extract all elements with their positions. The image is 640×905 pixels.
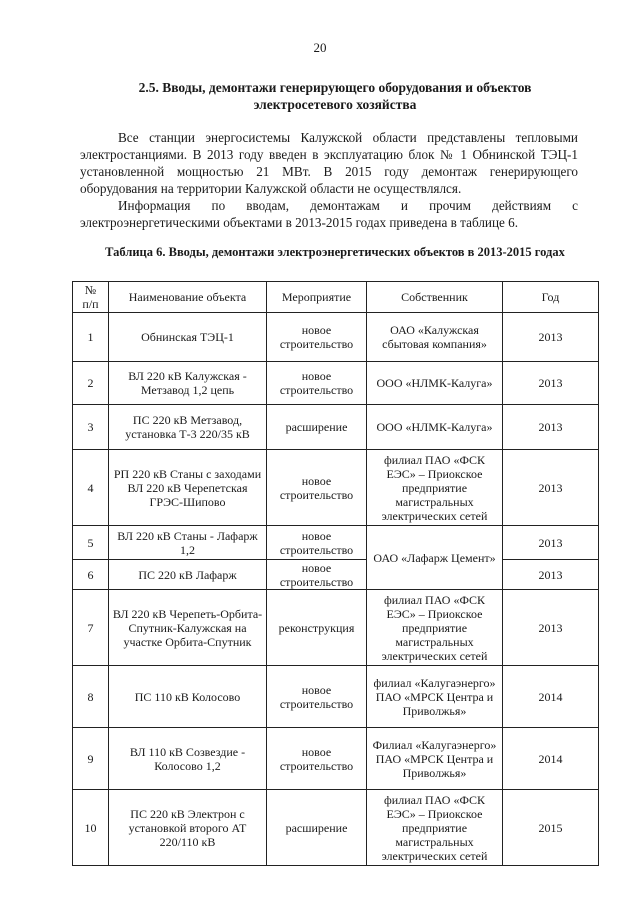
table-row [73, 560, 599, 590]
cell-year: 2015 [503, 790, 599, 866]
section-title [80, 79, 590, 113]
paragraph-stations: Все станции энергосистемы Калужской области представлены тепловыми электростанциями. В 2013 году введен в эксплуатацию блок № 1 Обнинской ТЭЦ-1 установленной мощностью 21 МВт. В 2015 году демонтаж генерирующего оборудования на территории Калужской области не осуществлялся. [80, 130, 578, 196]
cell-action: реконструкция [267, 590, 367, 666]
cell-object-name: ВЛ 220 кВ Черепеть-Орбита-Спутник-Калужская на участке Орбита-Спутник [109, 590, 267, 666]
page-number: 20 [313, 40, 327, 55]
cell-object-name: ВЛ 220 кВ Калужская - Метзавод 1,2 цепь [109, 362, 267, 405]
cell-number: 3 [73, 405, 109, 450]
cell-number: 7 [73, 590, 109, 666]
cell-owner: филиал «Калугаэнерго» ПАО «МРСК Центра и Приволжья» [367, 666, 503, 728]
cell-number: 8 [73, 666, 109, 728]
cell-object-name: Обнинская ТЭЦ-1 [109, 313, 267, 362]
table-row [73, 362, 599, 405]
cell-action: новое строительство [267, 526, 367, 560]
cell-owner-merged: ОАО «Лафарж Цемент» [367, 526, 503, 590]
table-row [73, 450, 599, 526]
cell-owner: ОАО «Калужская сбытовая компания» [367, 313, 503, 362]
cell-number: 6 [73, 560, 109, 590]
cell-year: 2013 [503, 313, 599, 362]
cell-object-name: ПС 220 кВ Лафарж [109, 560, 267, 590]
cell-object-name: ПС 110 кВ Колосово [109, 666, 267, 728]
cell-action: новое строительство [267, 560, 367, 590]
cell-year: 2013 [503, 590, 599, 666]
cell-year: 2013 [503, 450, 599, 526]
cell-owner: ООО «НЛМК-Калуга» [367, 362, 503, 405]
header-number-line-1: № [84, 283, 97, 297]
cell-number: 1 [73, 313, 109, 362]
cell-number: 4 [73, 450, 109, 526]
header-number-line-2: п/п [82, 297, 99, 311]
table-row [73, 790, 599, 866]
paragraph-info: Информация по вводам, демонтажам и прочим действиям с электроэнергетическими объектами в 2013-2015 годах приведена в таблице 6. [80, 198, 578, 230]
table-row [73, 666, 599, 728]
table-row [73, 313, 599, 362]
section-title-line-2: электросетевого хозяйства [253, 97, 417, 112]
cell-action: новое строительство [267, 728, 367, 790]
cell-action: новое строительство [267, 666, 367, 728]
table-header-row [73, 282, 599, 313]
cell-number: 9 [73, 728, 109, 790]
cell-action: новое строительство [267, 450, 367, 526]
cell-owner: Филиал «Калугаэнерго» ПАО «МРСК Центра и Приволжья» [367, 728, 503, 790]
header-object-name: Наименование объекта [109, 282, 267, 313]
header-number [73, 282, 109, 313]
cell-action: расширение [267, 405, 367, 450]
section-title-line-1: 2.5. Вводы, демонтажи генерирующего оборудования и объектов [138, 80, 532, 95]
cell-action: расширение [267, 790, 367, 866]
cell-number: 2 [73, 362, 109, 405]
table-row [73, 590, 599, 666]
cell-owner: филиал ПАО «ФСК ЕЭС» – Приокское предприятие магистральных электрических сетей [367, 590, 503, 666]
cell-owner: ООО «НЛМК-Калуга» [367, 405, 503, 450]
cell-year: 2014 [503, 728, 599, 790]
objects-table [72, 281, 599, 866]
header-year: Год [503, 282, 599, 313]
cell-year: 2013 [503, 362, 599, 405]
cell-number: 5 [73, 526, 109, 560]
cell-owner: филиал ПАО «ФСК ЕЭС» – Приокское предприятие магистральных электрических сетей [367, 790, 503, 866]
header-owner: Собственник [367, 282, 503, 313]
table-caption: Таблица 6. Вводы, демонтажи электроэнергетических объектов в 2013-2015 годах [105, 245, 565, 259]
cell-action: новое строительство [267, 313, 367, 362]
table-row [73, 728, 599, 790]
cell-object-name: ВЛ 110 кВ Созвездие - Колосово 1,2 [109, 728, 267, 790]
cell-object-name: ПС 220 кВ Электрон с установкой второго АТ 220/110 кВ [109, 790, 267, 866]
cell-year: 2013 [503, 405, 599, 450]
header-action: Мероприятие [267, 282, 367, 313]
cell-object-name: РП 220 кВ Станы с заходами ВЛ 220 кВ Черепетская ГРЭС-Шипово [109, 450, 267, 526]
table-row [73, 526, 599, 560]
table-row [73, 405, 599, 450]
cell-year: 2013 [503, 560, 599, 590]
cell-number: 10 [73, 790, 109, 866]
cell-action: новое строительство [267, 362, 367, 405]
cell-object-name: ВЛ 220 кВ Станы - Лафарж 1,2 [109, 526, 267, 560]
cell-object-name: ПС 220 кВ Метзавод, установка Т-3 220/35 кВ [109, 405, 267, 450]
cell-year: 2014 [503, 666, 599, 728]
cell-year: 2013 [503, 526, 599, 560]
cell-owner: филиал ПАО «ФСК ЕЭС» – Приокское предприятие магистральных электрических сетей [367, 450, 503, 526]
